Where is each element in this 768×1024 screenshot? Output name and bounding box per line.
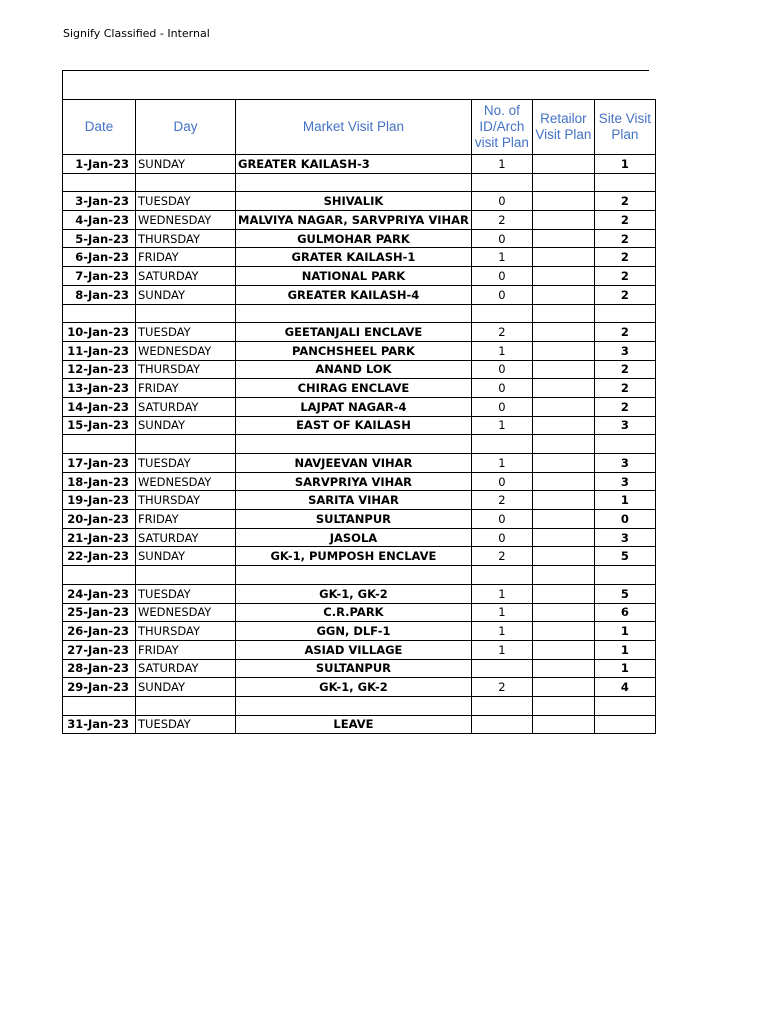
cell-site-visit-plan: 2 <box>594 285 655 304</box>
cell-date: 6-Jan-23 <box>63 248 136 267</box>
cell-site-visit-plan: 2 <box>594 192 655 211</box>
cell-id-arch-visit-plan <box>471 659 532 678</box>
cell-site-visit-plan: 1 <box>594 155 655 174</box>
cell-id-arch-visit-plan <box>471 696 532 715</box>
blank-row <box>63 435 656 454</box>
cell-date: 20-Jan-23 <box>63 510 136 529</box>
cell-market-visit-plan: GRATER KAILASH-1 <box>236 248 472 267</box>
cell-date: 29-Jan-23 <box>63 678 136 697</box>
cell-market-visit-plan: GK-1, GK-2 <box>236 678 472 697</box>
table-row <box>63 397 656 416</box>
cell-day: WEDNESDAY <box>136 341 236 360</box>
cell-retailor-visit-plan <box>532 173 594 192</box>
table-row <box>63 155 656 174</box>
cell-retailor-visit-plan <box>532 267 594 286</box>
column-header-retailor-visit-plan: Retailor Visit Plan <box>532 100 594 155</box>
cell-site-visit-plan: 2 <box>594 248 655 267</box>
cell-id-arch-visit-plan <box>471 435 532 454</box>
cell-retailor-visit-plan <box>532 397 594 416</box>
cell-id-arch-visit-plan: 0 <box>471 285 532 304</box>
table-row <box>63 211 656 230</box>
cell-site-visit-plan <box>594 435 655 454</box>
cell-id-arch-visit-plan: 0 <box>471 360 532 379</box>
table-row <box>63 659 656 678</box>
cell-site-visit-plan: 3 <box>594 341 655 360</box>
table-row <box>63 341 656 360</box>
cell-date: 17-Jan-23 <box>63 454 136 473</box>
table-row <box>63 267 656 286</box>
cell-retailor-visit-plan <box>532 341 594 360</box>
cell-retailor-visit-plan <box>532 323 594 342</box>
cell-id-arch-visit-plan: 1 <box>471 622 532 641</box>
cell-day: FRIDAY <box>136 248 236 267</box>
cell-site-visit-plan <box>594 715 655 734</box>
cell-retailor-visit-plan <box>532 248 594 267</box>
cell-market-visit-plan <box>236 435 472 454</box>
cell-day: THURSDAY <box>136 360 236 379</box>
cell-site-visit-plan: 1 <box>594 622 655 641</box>
cell-day <box>136 304 236 323</box>
cell-retailor-visit-plan <box>532 491 594 510</box>
table-row <box>63 454 656 473</box>
cell-retailor-visit-plan <box>532 304 594 323</box>
cell-market-visit-plan: SARITA VIHAR <box>236 491 472 510</box>
cell-day <box>136 566 236 585</box>
cell-site-visit-plan: 3 <box>594 472 655 491</box>
cell-id-arch-visit-plan <box>471 715 532 734</box>
table-header-row <box>63 100 656 155</box>
cell-market-visit-plan: SULTANPUR <box>236 510 472 529</box>
cell-retailor-visit-plan <box>532 566 594 585</box>
table-row <box>63 622 656 641</box>
cell-date: 21-Jan-23 <box>63 528 136 547</box>
cell-date <box>63 173 136 192</box>
cell-market-visit-plan: SARVPRIYA VIHAR <box>236 472 472 491</box>
cell-date: 25-Jan-23 <box>63 603 136 622</box>
cell-market-visit-plan: C.R.PARK <box>236 603 472 622</box>
cell-id-arch-visit-plan: 1 <box>471 341 532 360</box>
cell-market-visit-plan: LEAVE <box>236 715 472 734</box>
cell-date: 8-Jan-23 <box>63 285 136 304</box>
cell-day <box>136 435 236 454</box>
column-header-date: Date <box>63 100 136 155</box>
cell-id-arch-visit-plan: 0 <box>471 510 532 529</box>
cell-site-visit-plan <box>594 696 655 715</box>
cell-site-visit-plan: 3 <box>594 416 655 435</box>
cell-market-visit-plan: GGN, DLF-1 <box>236 622 472 641</box>
cell-site-visit-plan: 2 <box>594 379 655 398</box>
cell-id-arch-visit-plan: 2 <box>471 211 532 230</box>
cell-site-visit-plan: 2 <box>594 397 655 416</box>
cell-site-visit-plan: 2 <box>594 229 655 248</box>
cell-site-visit-plan: 2 <box>594 360 655 379</box>
market-visit-table <box>62 99 656 734</box>
cell-retailor-visit-plan <box>532 155 594 174</box>
cell-site-visit-plan: 6 <box>594 603 655 622</box>
table-row <box>63 528 656 547</box>
cell-retailor-visit-plan <box>532 603 594 622</box>
cell-id-arch-visit-plan: 1 <box>471 603 532 622</box>
table-row <box>63 715 656 734</box>
cell-retailor-visit-plan <box>532 229 594 248</box>
cell-site-visit-plan: 5 <box>594 584 655 603</box>
cell-retailor-visit-plan <box>532 715 594 734</box>
cell-day: WEDNESDAY <box>136 472 236 491</box>
cell-retailor-visit-plan <box>532 472 594 491</box>
cell-market-visit-plan <box>236 696 472 715</box>
cell-id-arch-visit-plan: 0 <box>471 267 532 286</box>
cell-day: TUESDAY <box>136 584 236 603</box>
cell-market-visit-plan <box>236 173 472 192</box>
cell-id-arch-visit-plan: 1 <box>471 248 532 267</box>
cell-id-arch-visit-plan: 0 <box>471 472 532 491</box>
cell-date: 13-Jan-23 <box>63 379 136 398</box>
table-row <box>63 510 656 529</box>
cell-market-visit-plan: CHIRAG ENCLAVE <box>236 379 472 398</box>
cell-id-arch-visit-plan: 1 <box>471 155 532 174</box>
cell-retailor-visit-plan <box>532 547 594 566</box>
table-row <box>63 379 656 398</box>
cell-market-visit-plan: PANCHSHEEL PARK <box>236 341 472 360</box>
cell-id-arch-visit-plan: 2 <box>471 678 532 697</box>
cell-retailor-visit-plan <box>532 192 594 211</box>
cell-date: 11-Jan-23 <box>63 341 136 360</box>
cell-retailor-visit-plan <box>532 211 594 230</box>
cell-site-visit-plan <box>594 173 655 192</box>
cell-market-visit-plan: GREATER KAILASH-4 <box>236 285 472 304</box>
table-body <box>63 155 656 734</box>
cell-day: SATURDAY <box>136 397 236 416</box>
cell-site-visit-plan: 3 <box>594 454 655 473</box>
cell-day: THURSDAY <box>136 229 236 248</box>
cell-date: 31-Jan-23 <box>63 715 136 734</box>
cell-site-visit-plan: 3 <box>594 528 655 547</box>
cell-id-arch-visit-plan: 2 <box>471 547 532 566</box>
cell-day: SUNDAY <box>136 285 236 304</box>
cell-market-visit-plan: LAJPAT NAGAR-4 <box>236 397 472 416</box>
table-row <box>63 323 656 342</box>
cell-market-visit-plan: GK-1, PUMPOSH ENCLAVE <box>236 547 472 566</box>
sheet-title-row <box>62 70 649 99</box>
cell-id-arch-visit-plan: 0 <box>471 229 532 248</box>
cell-market-visit-plan: SHIVALIK <box>236 192 472 211</box>
cell-day: THURSDAY <box>136 622 236 641</box>
cell-site-visit-plan: 2 <box>594 323 655 342</box>
cell-day: THURSDAY <box>136 491 236 510</box>
cell-date: 15-Jan-23 <box>63 416 136 435</box>
table-row <box>63 678 656 697</box>
cell-id-arch-visit-plan: 1 <box>471 454 532 473</box>
cell-retailor-visit-plan <box>532 659 594 678</box>
cell-site-visit-plan: 2 <box>594 211 655 230</box>
cell-market-visit-plan: MALVIYA NAGAR, SARVPRIYA VIHAR <box>236 211 472 230</box>
cell-retailor-visit-plan <box>532 454 594 473</box>
cell-site-visit-plan: 0 <box>594 510 655 529</box>
cell-date <box>63 696 136 715</box>
cell-day: TUESDAY <box>136 454 236 473</box>
table-row <box>63 491 656 510</box>
cell-date: 1-Jan-23 <box>63 155 136 174</box>
cell-market-visit-plan: NATIONAL PARK <box>236 267 472 286</box>
cell-id-arch-visit-plan <box>471 173 532 192</box>
cell-day <box>136 173 236 192</box>
cell-market-visit-plan: JASOLA <box>236 528 472 547</box>
cell-market-visit-plan: GK-1, GK-2 <box>236 584 472 603</box>
cell-day: WEDNESDAY <box>136 211 236 230</box>
cell-date <box>63 566 136 585</box>
cell-retailor-visit-plan <box>532 285 594 304</box>
cell-market-visit-plan: ANAND LOK <box>236 360 472 379</box>
cell-retailor-visit-plan <box>532 360 594 379</box>
cell-day: SUNDAY <box>136 416 236 435</box>
cell-id-arch-visit-plan: 2 <box>471 491 532 510</box>
table-row <box>63 547 656 566</box>
cell-date: 7-Jan-23 <box>63 267 136 286</box>
cell-site-visit-plan: 2 <box>594 267 655 286</box>
column-header-id-arch-visit-plan: No. of ID/Arch visit Plan <box>471 100 532 155</box>
cell-id-arch-visit-plan: 2 <box>471 323 532 342</box>
cell-date <box>63 304 136 323</box>
cell-day <box>136 696 236 715</box>
cell-market-visit-plan: GEETANJALI ENCLAVE <box>236 323 472 342</box>
cell-date <box>63 435 136 454</box>
cell-retailor-visit-plan <box>532 696 594 715</box>
cell-retailor-visit-plan <box>532 528 594 547</box>
cell-id-arch-visit-plan: 0 <box>471 192 532 211</box>
cell-date: 3-Jan-23 <box>63 192 136 211</box>
table-row <box>63 248 656 267</box>
cell-retailor-visit-plan <box>532 640 594 659</box>
cell-date: 5-Jan-23 <box>63 229 136 248</box>
cell-date: 26-Jan-23 <box>63 622 136 641</box>
cell-date: 14-Jan-23 <box>63 397 136 416</box>
cell-market-visit-plan: GREATER KAILASH-3 <box>236 155 472 174</box>
table-row <box>63 360 656 379</box>
cell-date: 10-Jan-23 <box>63 323 136 342</box>
cell-retailor-visit-plan <box>532 622 594 641</box>
cell-day: FRIDAY <box>136 379 236 398</box>
blank-row <box>63 173 656 192</box>
cell-site-visit-plan: 1 <box>594 640 655 659</box>
cell-day: TUESDAY <box>136 715 236 734</box>
cell-date: 22-Jan-23 <box>63 547 136 566</box>
cell-id-arch-visit-plan: 0 <box>471 379 532 398</box>
cell-day: SATURDAY <box>136 528 236 547</box>
cell-date: 12-Jan-23 <box>63 360 136 379</box>
cell-market-visit-plan: ASIAD VILLAGE <box>236 640 472 659</box>
cell-day: FRIDAY <box>136 510 236 529</box>
table-row <box>63 603 656 622</box>
cell-retailor-visit-plan <box>532 510 594 529</box>
cell-retailor-visit-plan <box>532 435 594 454</box>
classification-label: Signify Classified - Internal <box>63 27 210 40</box>
table-row <box>63 640 656 659</box>
cell-site-visit-plan: 1 <box>594 659 655 678</box>
cell-market-visit-plan: EAST OF KAILASH <box>236 416 472 435</box>
cell-date: 18-Jan-23 <box>63 472 136 491</box>
cell-id-arch-visit-plan <box>471 566 532 585</box>
cell-date: 19-Jan-23 <box>63 491 136 510</box>
cell-day: FRIDAY <box>136 640 236 659</box>
cell-date: 27-Jan-23 <box>63 640 136 659</box>
cell-site-visit-plan: 5 <box>594 547 655 566</box>
cell-day: SUNDAY <box>136 547 236 566</box>
cell-site-visit-plan <box>594 304 655 323</box>
cell-day: TUESDAY <box>136 323 236 342</box>
blank-row <box>63 696 656 715</box>
cell-retailor-visit-plan <box>532 584 594 603</box>
cell-day: TUESDAY <box>136 192 236 211</box>
cell-day: SATURDAY <box>136 659 236 678</box>
cell-retailor-visit-plan <box>532 678 594 697</box>
market-visit-sheet <box>62 70 656 734</box>
cell-day: SUNDAY <box>136 678 236 697</box>
table-row <box>63 285 656 304</box>
cell-retailor-visit-plan <box>532 379 594 398</box>
column-header-day: Day <box>136 100 236 155</box>
cell-market-visit-plan: SULTANPUR <box>236 659 472 678</box>
cell-site-visit-plan: 4 <box>594 678 655 697</box>
cell-day: SUNDAY <box>136 155 236 174</box>
cell-id-arch-visit-plan: 1 <box>471 640 532 659</box>
cell-id-arch-visit-plan: 1 <box>471 584 532 603</box>
cell-day: WEDNESDAY <box>136 603 236 622</box>
table-row <box>63 416 656 435</box>
cell-date: 4-Jan-23 <box>63 211 136 230</box>
cell-id-arch-visit-plan: 0 <box>471 397 532 416</box>
table-row <box>63 472 656 491</box>
cell-retailor-visit-plan <box>532 416 594 435</box>
cell-market-visit-plan: NAVJEEVAN VIHAR <box>236 454 472 473</box>
cell-id-arch-visit-plan: 1 <box>471 416 532 435</box>
table-row <box>63 192 656 211</box>
blank-row <box>63 566 656 585</box>
cell-market-visit-plan <box>236 304 472 323</box>
blank-row <box>63 304 656 323</box>
cell-site-visit-plan <box>594 566 655 585</box>
column-header-site-visit-plan: Site Visit Plan <box>594 100 655 155</box>
table-row <box>63 229 656 248</box>
cell-date: 28-Jan-23 <box>63 659 136 678</box>
cell-id-arch-visit-plan: 0 <box>471 528 532 547</box>
cell-site-visit-plan: 1 <box>594 491 655 510</box>
cell-market-visit-plan: GULMOHAR PARK <box>236 229 472 248</box>
table-row <box>63 584 656 603</box>
cell-day: SATURDAY <box>136 267 236 286</box>
cell-date: 24-Jan-23 <box>63 584 136 603</box>
column-header-market-visit-plan: Market Visit Plan <box>236 100 472 155</box>
cell-market-visit-plan <box>236 566 472 585</box>
cell-id-arch-visit-plan <box>471 304 532 323</box>
